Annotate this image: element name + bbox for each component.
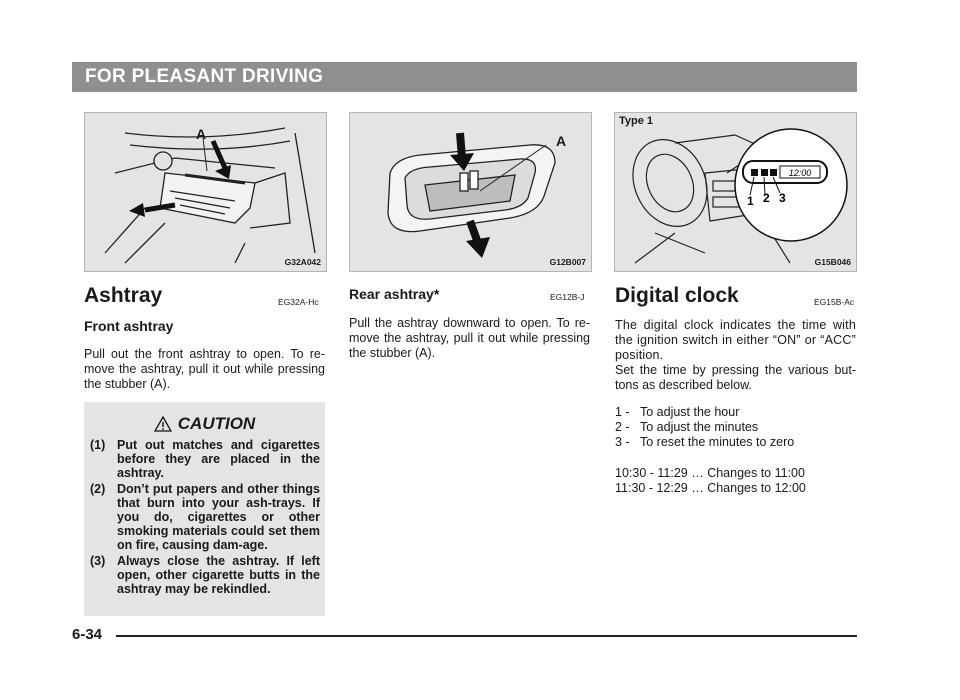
clock-step-number: 2 - xyxy=(615,420,630,434)
digital-clock-illustration xyxy=(614,112,857,272)
digital-clock-title: Digital clock xyxy=(615,284,739,307)
front-figure-code: G32A042 xyxy=(284,257,321,267)
front-stubber-label: A xyxy=(196,126,207,142)
clock-step-number: 1 - xyxy=(615,405,630,419)
ashtray-code: EG32A-Hc xyxy=(278,297,319,307)
front-ashtray-illustration xyxy=(84,112,327,272)
section-header-title: FOR PLEASANT DRIVING xyxy=(85,66,324,87)
caution-item-text: Don’t put papers and other things that burn into your ash-trays. If you do, cigarettes or other smoking materials could set them on fire, causing dam-age. xyxy=(117,482,320,552)
clock-callout-2: 2 xyxy=(763,191,770,205)
clock-callout-1: 1 xyxy=(747,194,754,208)
clock-step xyxy=(615,420,794,435)
clock-step-text: To adjust the hour xyxy=(640,405,740,419)
clock-step-number: 3 - xyxy=(615,435,630,449)
digital-clock-instructions: Set the time by pressing the various but-tons as described below. xyxy=(615,363,856,392)
caution-item-number: (3) xyxy=(90,554,106,568)
clock-reset-item: 11:30 - 12:29 … Changes to 12:00 xyxy=(615,481,806,495)
digital-clock-code: EG15B-Ac xyxy=(814,297,855,307)
clock-step-text: To adjust the minutes xyxy=(640,420,759,434)
clock-display-time: 12:00 xyxy=(788,168,812,178)
clock-type-label: Type 1 xyxy=(619,115,654,127)
clock-reset-list xyxy=(615,466,806,496)
caution-header xyxy=(84,414,325,434)
rear-figure-code: G12B007 xyxy=(549,257,586,267)
rear-ashtray-illustration xyxy=(349,112,592,272)
clock-dashboard-drawing xyxy=(615,113,856,271)
clock-step xyxy=(615,405,794,420)
caution-title: CAUTION xyxy=(177,414,256,433)
front-ashtray-text: Pull out the front ashtray to open. To re-move the ashtray, pull it out while pressing the stubber (A). xyxy=(84,347,325,391)
rear-ashtray-drawing xyxy=(350,113,591,271)
ashtray-title: Ashtray xyxy=(84,284,163,307)
caution-item-text: Put out matches and cigarettes before they are placed in the ashtray. xyxy=(117,438,320,480)
clock-reset-item: 10:30 - 11:29 … Changes to 11:00 xyxy=(615,466,805,480)
clock-step xyxy=(615,435,794,450)
rear-ashtray-title: Rear ashtray* xyxy=(349,286,440,302)
footer-divider xyxy=(116,635,857,637)
caution-item-number: (1) xyxy=(90,438,106,452)
rear-stubber-label: A xyxy=(556,133,567,149)
caution-item xyxy=(90,438,320,480)
clock-callout-3: 3 xyxy=(779,191,786,205)
section-header-bar xyxy=(72,62,857,92)
rear-ashtray-code: EG12B-J xyxy=(550,292,585,302)
clock-step-text: To reset the minutes to zero xyxy=(640,435,795,449)
clock-steps-list xyxy=(615,405,794,450)
clock-figure-code: G15B046 xyxy=(814,257,851,267)
front-ashtray-title: Front ashtray xyxy=(84,318,174,334)
page-number: 6-34 xyxy=(72,626,103,643)
caution-item-text: Always close the ashtray. If left open, other cigarette butts in the ashtray may be rekindled. xyxy=(117,554,320,596)
caution-list xyxy=(90,438,320,598)
rear-ashtray-text: Pull the ashtray downward to open. To re-move the ashtray, pull it out while pressing the stubber (A). xyxy=(349,316,590,360)
warning-triangle-icon xyxy=(154,416,172,432)
digital-clock-intro: The digital clock indicates the time with the ignition switch in either “ON” or “ACC” position. xyxy=(615,318,856,362)
caution-box xyxy=(84,402,325,616)
caution-item xyxy=(90,554,320,596)
caution-item-number: (2) xyxy=(90,482,106,496)
caution-item xyxy=(90,482,320,552)
